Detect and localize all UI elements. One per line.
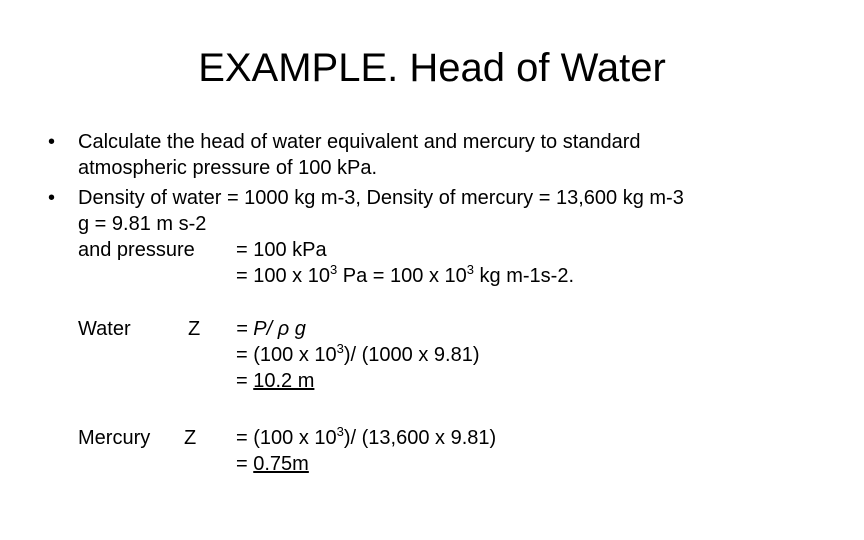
- water-step-exponent: 3: [336, 341, 344, 356]
- mercury-step-a: = (100 x 10: [236, 427, 337, 449]
- bullet-marker-2: •: [48, 187, 56, 209]
- mercury-result-line: [236, 451, 309, 477]
- slide-title: EXAMPLE. Head of Water: [198, 46, 666, 90]
- water-result: 10.2 m: [253, 370, 315, 392]
- pressure-eq: = 100 x 10: [236, 265, 330, 287]
- pressure-exponent-1: 3: [329, 262, 338, 277]
- water-step-a: = (100 x 10: [236, 344, 337, 366]
- bullet-marker-1: •: [48, 131, 56, 153]
- mercury-substitution: [236, 425, 496, 453]
- pressure-conversion: [236, 263, 574, 291]
- pressure-mid: Pa = 100 x 10: [337, 265, 467, 287]
- mercury-variable: Z: [184, 427, 197, 449]
- mercury-result-eq: =: [236, 453, 254, 475]
- mercury-step-exponent: 3: [336, 424, 344, 439]
- pressure-tail: kg m-1s-2.: [473, 265, 575, 287]
- bullet-2-line-2: g = 9.81 m s-2: [78, 213, 207, 235]
- bullet-2-line-4: = 100 kPa: [236, 239, 327, 261]
- mercury-label: Mercury: [78, 427, 151, 449]
- bullet-2-line-3: and pressure: [78, 239, 195, 261]
- water-substitution: [236, 342, 479, 370]
- water-result-line: [236, 368, 314, 394]
- bullet-1-line-1: Calculate the head of water equivalent and mercury to standard: [78, 131, 641, 153]
- water-label: Water: [78, 318, 131, 340]
- mercury-step-b: )/ (13,600 x 9.81): [343, 427, 497, 449]
- water-formula: = P/ ρ g: [236, 318, 306, 340]
- bullet-2-line-1: Density of water = 1000 kg m-3, Density of mercury = 13,600 kg m-3: [78, 187, 684, 209]
- water-step-b: )/ (1000 x 9.81): [343, 344, 480, 366]
- water-variable: Z: [188, 318, 201, 340]
- pressure-exponent-2: 3: [466, 262, 474, 277]
- bullet-1-line-2: atmospheric pressure of 100 kPa.: [78, 157, 378, 179]
- mercury-result: 0.75m: [253, 453, 309, 475]
- water-result-eq: =: [236, 370, 254, 392]
